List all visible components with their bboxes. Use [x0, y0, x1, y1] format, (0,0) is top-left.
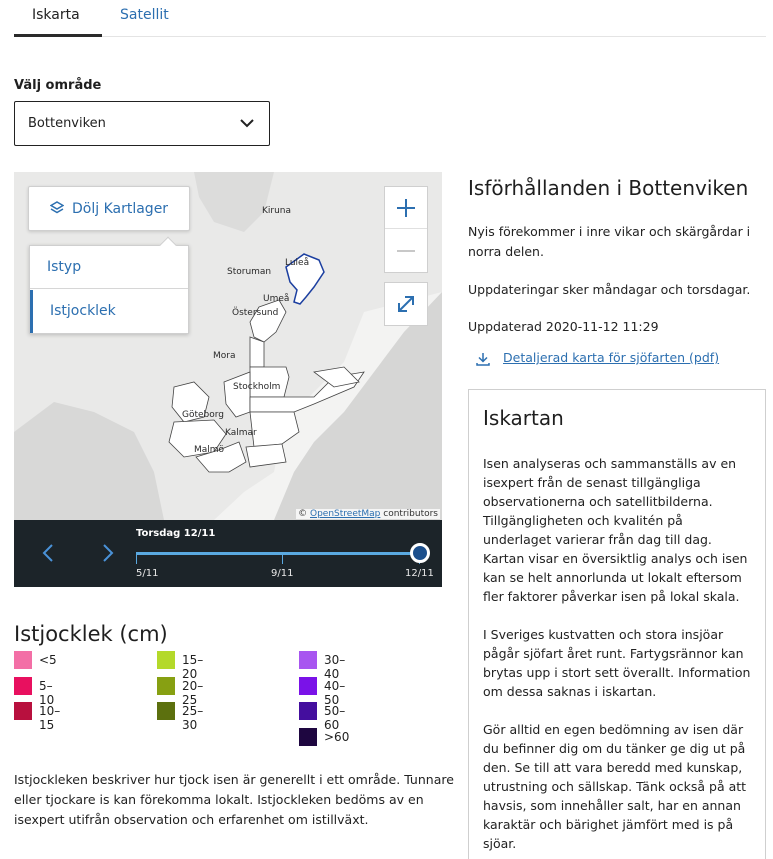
map-place-label: Umeå [263, 294, 290, 304]
timeline-slider-handle[interactable] [410, 543, 430, 563]
layer-option-istyp[interactable] [30, 246, 188, 289]
expand-icon [385, 283, 427, 325]
layer-option-label: Istjocklek [50, 303, 116, 319]
legend-title: Istjocklek (cm) [14, 622, 168, 646]
legend-swatch [14, 651, 32, 669]
map-place-label: Malmö [194, 445, 225, 455]
area-select-value: Bottenviken [28, 116, 106, 131]
layers-icon [50, 201, 64, 217]
area-select-label: Välj område [14, 78, 102, 93]
map-attribution [296, 509, 440, 519]
legend-swatch [299, 677, 317, 695]
layer-option-label: Istyp [47, 259, 82, 275]
download-icon [475, 351, 491, 367]
attribution-suffix: contributors [383, 509, 438, 519]
legend-label: 10–15 [39, 704, 61, 732]
toggle-map-layers-button[interactable] [28, 186, 190, 231]
tab-satellit[interactable]: Satellit [120, 7, 169, 23]
tab-bar [14, 0, 766, 37]
timeline [14, 520, 442, 587]
legend-swatch [157, 702, 175, 720]
info-paragraph: Nyis förekommer i inre vikar och skärgårdar i norra delen. [468, 224, 751, 259]
card-paragraph: Isen analyseras och sammanställs av en isexpert från de senast tillgängliga observationerna och satellitbilderna. Tillgängligheten och kvalitén på underlaget varierar från dag till dag. Kartan visar en översiktlig analys och isen kan se helt annorlunda ut lokalt eftersom fler faktorer påverkar isen på lokal skala. [483, 456, 748, 604]
timeline-tick-label: 9/11 [271, 568, 294, 579]
legend-swatch [157, 651, 175, 669]
legend-swatch [157, 677, 175, 695]
previous-date-button[interactable] [37, 541, 61, 565]
legend-label: 15–20 [182, 653, 204, 681]
map-place-label: Östersund [232, 308, 279, 318]
card-paragraph: I Sveriges kustvatten och stora insjöar pågår sjöfart året runt. Fartygsrännor kan brytas upp i stort sett överallt. Information om dessa saknas i iskartan. [483, 627, 751, 699]
active-tab-indicator [14, 34, 102, 37]
map-place-label: Göteborg [182, 410, 225, 420]
info-title: Isförhållanden i Bottenviken [468, 176, 749, 200]
legend-swatch [299, 728, 317, 746]
legend-swatch [14, 702, 32, 720]
legend-label: 5–10 [39, 678, 55, 707]
card-title: Iskartan [483, 406, 564, 430]
iskartan-card [468, 389, 766, 859]
minus-icon [385, 230, 427, 272]
zoom-in-button[interactable] [385, 187, 427, 229]
map-place-label: Mora [213, 351, 236, 361]
legend-label: <5 [39, 653, 57, 667]
info-paragraph: Uppdateringar sker måndagar och torsdagar. [468, 282, 751, 297]
card-paragraph: Gör alltid en egen bedömning av isen där du befinner dig om du tänker ge dig ut på den. Se till att vara beredd med kunskap, utrustning och sällskap. Tänk också på att havsis, som innehåller salt, har en annan karaktär och bärighet jämfört med is på sjöar. [483, 722, 747, 851]
map-place-label: Kiruna [262, 206, 292, 216]
tab-iskarta[interactable]: Iskarta [32, 7, 80, 23]
chevron-down-icon [240, 118, 254, 128]
map-place-label: Stockholm [233, 382, 281, 392]
layer-menu [29, 245, 189, 334]
map-place-label: Luleå [285, 258, 310, 268]
legend-swatch [299, 702, 317, 720]
timeline-tick-label: 5/11 [136, 568, 159, 579]
area-select[interactable] [14, 101, 270, 146]
map-place-label: Kalmar [225, 428, 257, 438]
plus-icon [385, 187, 427, 229]
timeline-track[interactable] [136, 552, 420, 555]
toggle-map-layers-label: Dölj Kartlager [72, 201, 169, 217]
legend-description: Istjockleken beskriver hur tjock isen är generellt i ett område. Tunnare eller tjockare is kan förekomma lokalt. Istjockleken bedöms av en isexpert utifrån observation och erfarenhet om istillväxt. [14, 772, 454, 827]
legend-label: >60 [324, 729, 350, 744]
map-place-label: Storuman [227, 267, 272, 277]
attribution-prefix: © [298, 509, 308, 519]
legend-label: 40–50 [324, 678, 346, 707]
legend-label: 20–25 [182, 678, 204, 707]
timeline-current-date: Torsdag 12/11 [136, 528, 216, 539]
legend-label: 50–60 [324, 704, 346, 732]
legend-label: 30–40 [324, 653, 346, 681]
legend-swatch [299, 651, 317, 669]
layer-option-istjocklek[interactable] [30, 290, 188, 333]
legend-swatch [14, 677, 32, 695]
fullscreen-button[interactable] [384, 282, 428, 326]
zoom-out-button[interactable] [385, 230, 427, 272]
download-pdf-label: Detaljerad karta för sjöfarten (pdf) [503, 350, 720, 365]
openstreetmap-link[interactable]: OpenStreetMap [310, 509, 381, 519]
timeline-tick-label: 12/11 [405, 568, 434, 579]
next-date-button[interactable] [95, 541, 119, 565]
zoom-control [384, 186, 428, 273]
ice-map[interactable] [14, 172, 442, 520]
timeline-tick [136, 554, 137, 564]
legend-label: 25–30 [182, 704, 204, 732]
timeline-tick [282, 554, 283, 564]
updated-timestamp: Uppdaterad 2020-11-12 11:29 [468, 319, 659, 334]
